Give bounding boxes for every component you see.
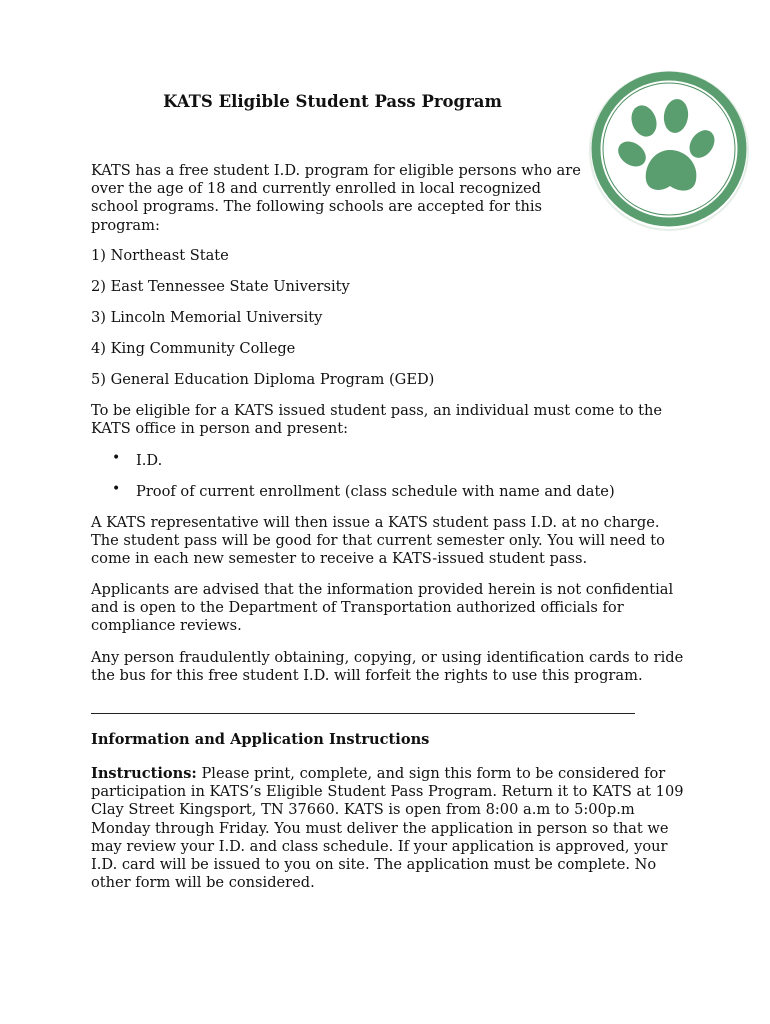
school-list-item: 3) Lincoln Memorial University xyxy=(91,309,323,326)
school-list-item: 5) General Education Diploma Program (GED) xyxy=(91,371,435,388)
paw-logo-icon xyxy=(584,64,756,236)
confidentiality-paragraph: Applicants are advised that the information provided herein is not confidential and is open to the Department of Transportation authorized officials for compliance reviews. xyxy=(91,581,674,635)
fraud-warning-paragraph: Any person fraudulently obtaining, copying, or using identification cards to ride the bus for this free student I.D. will forfeit the rights to use this program. xyxy=(91,649,684,685)
requirement-item: Proof of current enrollment (class schedule with name and date) xyxy=(136,483,615,500)
school-list-item: 2) East Tennessee State University xyxy=(91,278,350,295)
horizontal-divider xyxy=(91,713,635,714)
instructions-text: Please print, complete, and sign this form to be considered for participation in KATS’s Eligible Student Pass Program. Return it to KATS at 109 Clay Street Kingsport, TN 37660. KATS is open from 8:00 a.m to 5:00p.m Monday through Friday. You must deliver the application in person so that we may review your I.D. and class schedule. If your application is approved, your I.D. card will be issued to you on site. The application must be complete. No other form will be considered. xyxy=(91,765,684,892)
school-list-item: 4) King Community College xyxy=(91,340,296,357)
intro-paragraph: KATS has a free student I.D. program for eligible persons who are over the age of 18 and currently enrolled in local recognized school programs. The following schools are accepted for this program: xyxy=(91,162,581,234)
requirement-item: I.D. xyxy=(136,452,163,469)
bullet-icon: • xyxy=(112,450,121,466)
instructions-label: Instructions: xyxy=(91,765,197,782)
bullet-icon: • xyxy=(112,481,121,497)
instructions-paragraph xyxy=(91,765,686,892)
document-title: KATS Eligible Student Pass Program xyxy=(163,92,502,111)
school-list-item: 1) Northeast State xyxy=(91,247,229,264)
issue-paragraph: A KATS representative will then issue a KATS student pass I.D. at no charge. The student pass will be good for that current semester only. You will need to come in each new semester to receive a KATS-issued student pass. xyxy=(91,514,665,568)
eligibility-paragraph: To be eligible for a KATS issued student pass, an individual must come to the KATS office in person and present: xyxy=(91,402,663,438)
section-heading: Information and Application Instructions xyxy=(91,731,430,748)
